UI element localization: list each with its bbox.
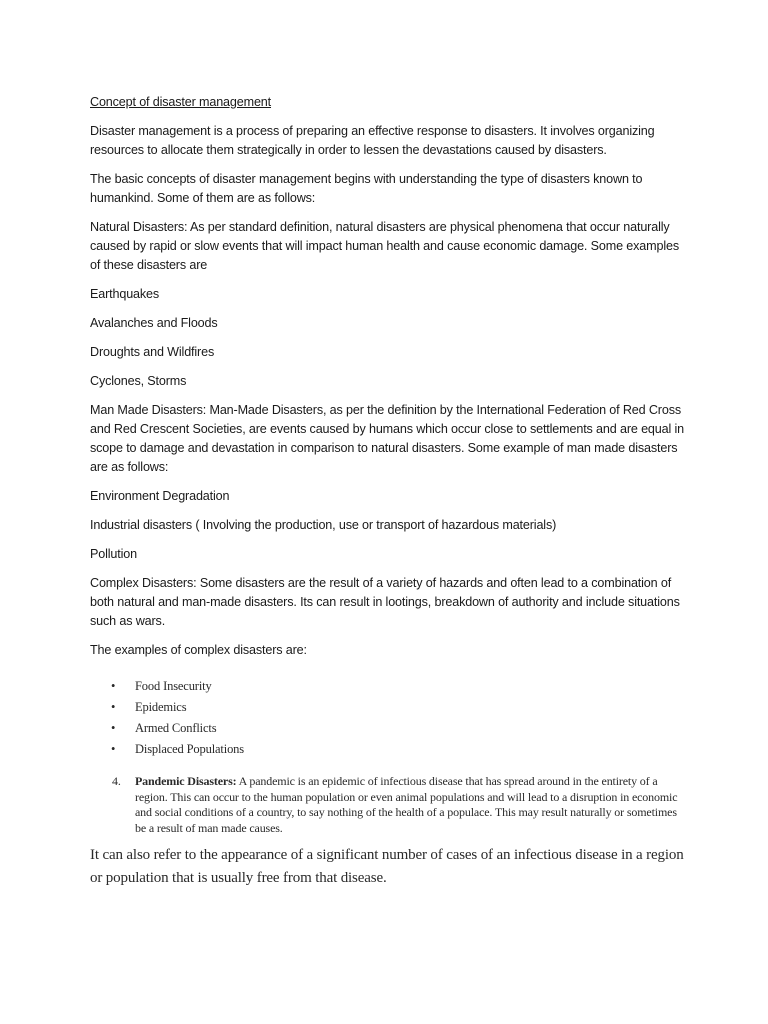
natural-example: Avalanches and Floods: [90, 316, 218, 330]
man-made-disasters-paragraph: Man Made Disasters: Man-Made Disasters, as per the definition by the International Federation of Red Cross and Red Crescent Societies, are events caused by humans which occur close to settlements and are equal in scope to damage and devastation in comparison to natural disasters. Some example of man made disasters are as follows:: [90, 403, 684, 474]
man-made-example: Pollution: [90, 547, 137, 561]
list-number: 4.: [112, 774, 121, 788]
list-item: [90, 676, 690, 697]
list-item-text: Food Insecurity: [135, 679, 212, 693]
bullet-icon: •: [111, 700, 116, 714]
list-item: [90, 718, 690, 739]
list-item: [90, 739, 690, 760]
natural-example: Earthquakes: [90, 287, 160, 301]
list-item: [90, 697, 690, 718]
basic-concepts-paragraph: The basic concepts of disaster management begins with understanding the type of disasters known to humankind. Some of them are as follows:: [90, 172, 643, 205]
man-made-example: Industrial disasters ( Involving the production, use or transport of hazardous materials): [90, 518, 557, 532]
complex-disasters-paragraph: Complex Disasters: Some disasters are the result of a variety of hazards and often lead to a combination of both natural and man-made disasters. Its can result in lootings, breakdown of authority and include situations such as wars.: [90, 576, 680, 628]
natural-example: Droughts and Wildfires: [90, 345, 215, 359]
list-item-text: Epidemics: [135, 700, 187, 714]
bullet-icon: •: [111, 721, 116, 735]
pandemic-disasters-item: [90, 774, 690, 836]
intro-paragraph: Disaster management is a process of preparing an effective response to disasters. It involves organizing resources to allocate them strategically in order to lessen the devastations caused by disasters.: [90, 124, 655, 157]
natural-disasters-paragraph: Natural Disasters: As per standard definition, natural disasters are physical phenomena that occur naturally caused by rapid or slow events that will impact human health and cause economic damage. Some examples of these disasters are: [90, 220, 679, 272]
natural-example: Cyclones, Storms: [90, 374, 187, 388]
pandemic-text: A pandemic is an epidemic of infectious disease that has spread around in the entirety of a region. This can occur to the human population or even animal populations and will lead to a disruption in economic and social conditions of a country, to say nothing of the health of a populace. This may result naturally or sometimes be a result of man made causes.: [135, 774, 678, 835]
list-item-text: Displaced Populations: [135, 742, 244, 756]
closing-paragraph: It can also refer to the appearance of a significant number of cases of an infectious disease in a region or population that is usually free from that disease.: [90, 847, 684, 886]
page-title: Concept of disaster management: [90, 95, 272, 109]
bullet-icon: •: [111, 679, 116, 693]
document-page: [90, 93, 690, 905]
list-item-text: Armed Conflicts: [135, 721, 217, 735]
man-made-example: Environment Degradation: [90, 489, 230, 503]
pandemic-label: Pandemic Disasters:: [135, 774, 237, 788]
complex-examples-intro: The examples of complex disasters are:: [90, 643, 307, 657]
complex-examples-list: [90, 676, 690, 760]
bullet-icon: •: [111, 742, 116, 756]
